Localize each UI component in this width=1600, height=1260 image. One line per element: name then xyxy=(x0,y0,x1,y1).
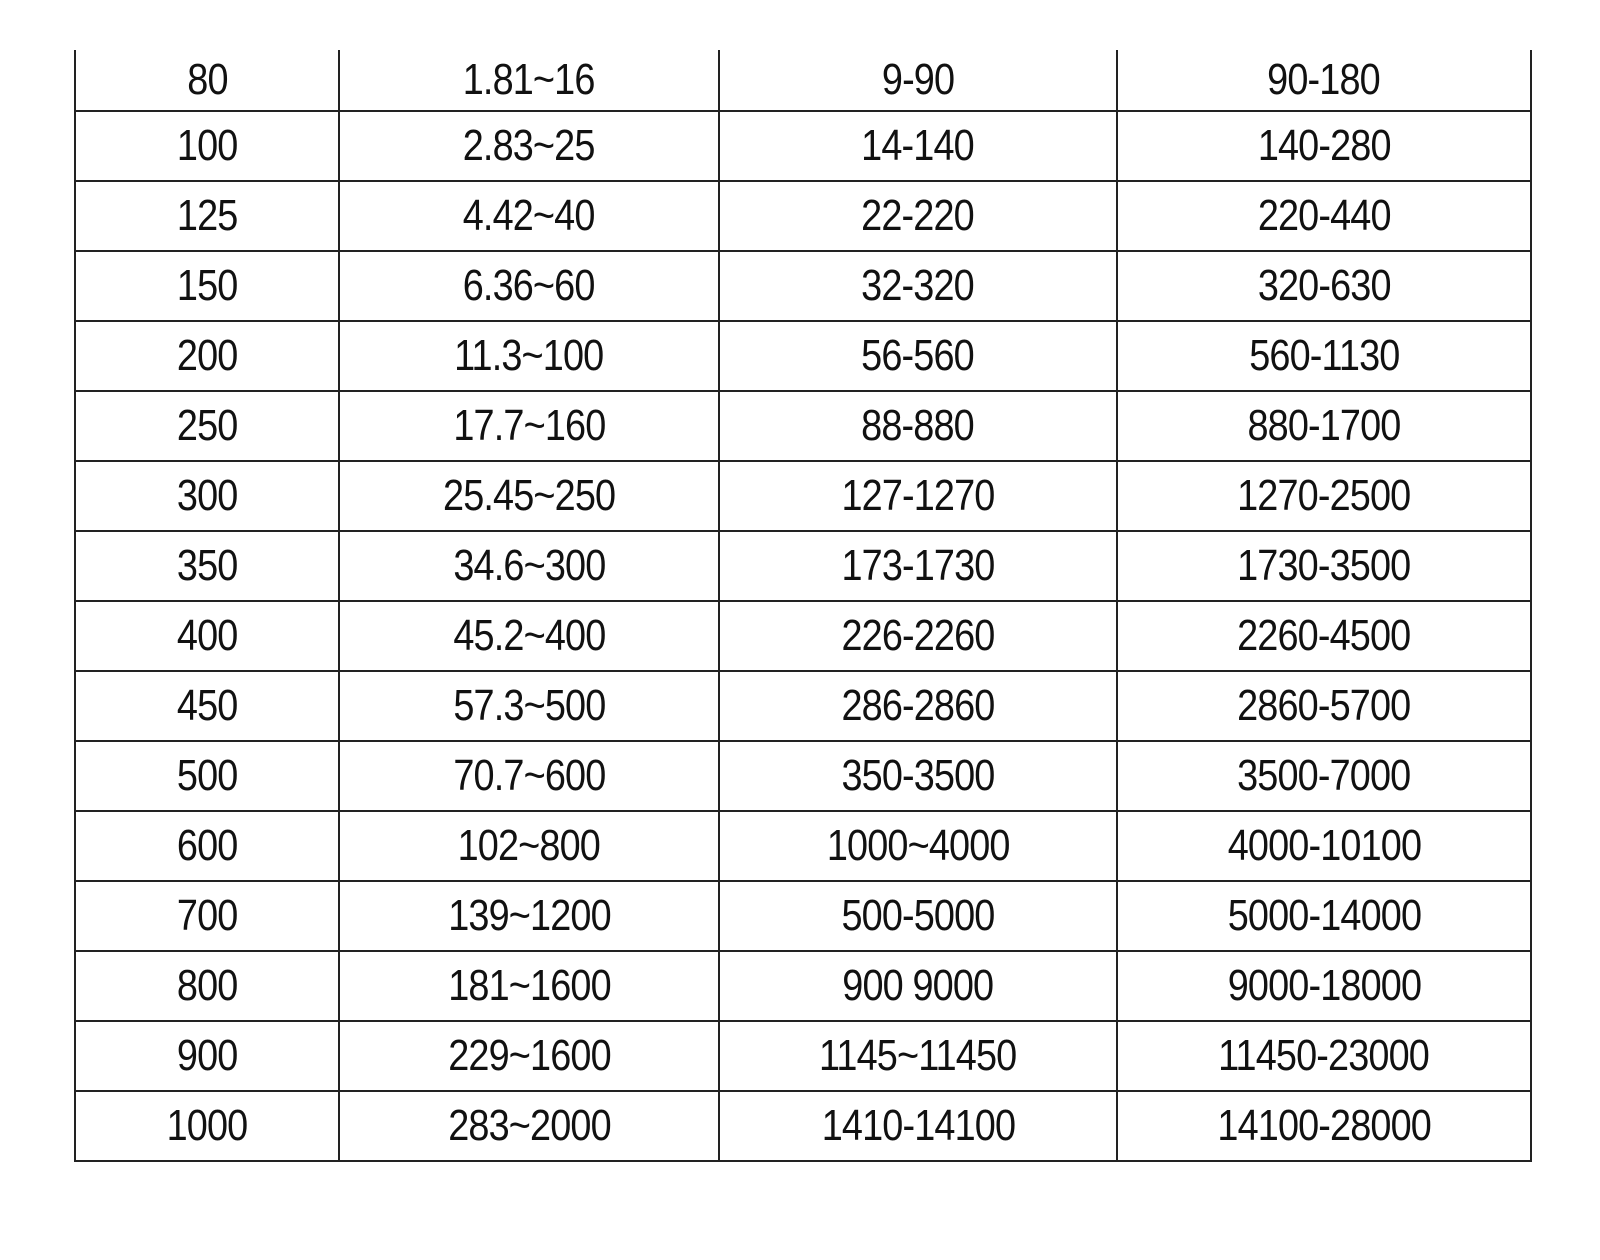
table-row xyxy=(75,811,1531,881)
table-row xyxy=(75,461,1531,531)
table-cell: 3500-7000 xyxy=(1117,741,1531,811)
table-cell: 1000 xyxy=(75,1091,339,1161)
table-cell: 140-280 xyxy=(1117,111,1531,181)
table-cell: 2860-5700 xyxy=(1117,671,1531,741)
table-cell: 139~1200 xyxy=(339,881,719,951)
table-cell: 560-1130 xyxy=(1117,321,1531,391)
table-cell: 500 xyxy=(75,741,339,811)
table-cell: 283~2000 xyxy=(339,1091,719,1161)
table-cell: 6.36~60 xyxy=(339,251,719,321)
table-cell: 200 xyxy=(75,321,339,391)
table-cell: 600 xyxy=(75,811,339,881)
table-cell: 500-5000 xyxy=(719,881,1117,951)
table-row xyxy=(75,881,1531,951)
table-cell: 88-880 xyxy=(719,391,1117,461)
table-cell: 80 xyxy=(75,50,339,111)
table-cell: 880-1700 xyxy=(1117,391,1531,461)
table-cell: 70.7~600 xyxy=(339,741,719,811)
table-cell: 25.45~250 xyxy=(339,461,719,531)
table-cell: 11.3~100 xyxy=(339,321,719,391)
table-cell: 100 xyxy=(75,111,339,181)
table-cell: 286-2860 xyxy=(719,671,1117,741)
table-cell: 17.7~160 xyxy=(339,391,719,461)
table-cell: 32-320 xyxy=(719,251,1117,321)
table-row xyxy=(75,321,1531,391)
table-cell: 9-90 xyxy=(719,50,1117,111)
table-cell: 14100-28000 xyxy=(1117,1091,1531,1161)
table-cell: 90-180 xyxy=(1117,50,1531,111)
table-row xyxy=(75,1091,1531,1161)
table-cell: 57.3~500 xyxy=(339,671,719,741)
table-row xyxy=(75,741,1531,811)
table-cell: 34.6~300 xyxy=(339,531,719,601)
table-row xyxy=(75,111,1531,181)
table-cell: 320-630 xyxy=(1117,251,1531,321)
table-cell: 300 xyxy=(75,461,339,531)
table-cell: 173-1730 xyxy=(719,531,1117,601)
table-row xyxy=(75,181,1531,251)
table-row xyxy=(75,531,1531,601)
table-cell: 226-2260 xyxy=(719,601,1117,671)
table-cell: 900 xyxy=(75,1021,339,1091)
table-cell: 4.42~40 xyxy=(339,181,719,251)
table-cell: 150 xyxy=(75,251,339,321)
table-row xyxy=(75,50,1531,111)
table-cell: 56-560 xyxy=(719,321,1117,391)
table-cell: 2.83~25 xyxy=(339,111,719,181)
table-cell: 400 xyxy=(75,601,339,671)
table-cell: 700 xyxy=(75,881,339,951)
table-cell: 9000-18000 xyxy=(1117,951,1531,1021)
spec-table xyxy=(74,50,1532,1162)
table-cell: 350 xyxy=(75,531,339,601)
table-cell: 350-3500 xyxy=(719,741,1117,811)
table-cell: 1000~4000 xyxy=(719,811,1117,881)
table-cell: 2260-4500 xyxy=(1117,601,1531,671)
table-cell: 900 9000 xyxy=(719,951,1117,1021)
table-cell: 11450-23000 xyxy=(1117,1021,1531,1091)
table-cell: 229~1600 xyxy=(339,1021,719,1091)
table-row xyxy=(75,601,1531,671)
table-cell: 1730-3500 xyxy=(1117,531,1531,601)
table-cell: 450 xyxy=(75,671,339,741)
table-cell: 5000-14000 xyxy=(1117,881,1531,951)
table-cell: 1270-2500 xyxy=(1117,461,1531,531)
table-cell: 45.2~400 xyxy=(339,601,719,671)
table-cell: 125 xyxy=(75,181,339,251)
table-cell: 22-220 xyxy=(719,181,1117,251)
table-row xyxy=(75,951,1531,1021)
table-row xyxy=(75,251,1531,321)
table-cell: 1.81~16 xyxy=(339,50,719,111)
table-row xyxy=(75,1021,1531,1091)
table-cell: 102~800 xyxy=(339,811,719,881)
table-cell: 220-440 xyxy=(1117,181,1531,251)
table-cell: 800 xyxy=(75,951,339,1021)
table-cell: 1410-14100 xyxy=(719,1091,1117,1161)
table-row xyxy=(75,671,1531,741)
spec-table-container xyxy=(74,50,1530,1162)
table-cell: 127-1270 xyxy=(719,461,1117,531)
table-cell: 1145~11450 xyxy=(719,1021,1117,1091)
table-cell: 250 xyxy=(75,391,339,461)
table-cell: 181~1600 xyxy=(339,951,719,1021)
table-cell: 4000-10100 xyxy=(1117,811,1531,881)
table-row xyxy=(75,391,1531,461)
table-cell: 14-140 xyxy=(719,111,1117,181)
